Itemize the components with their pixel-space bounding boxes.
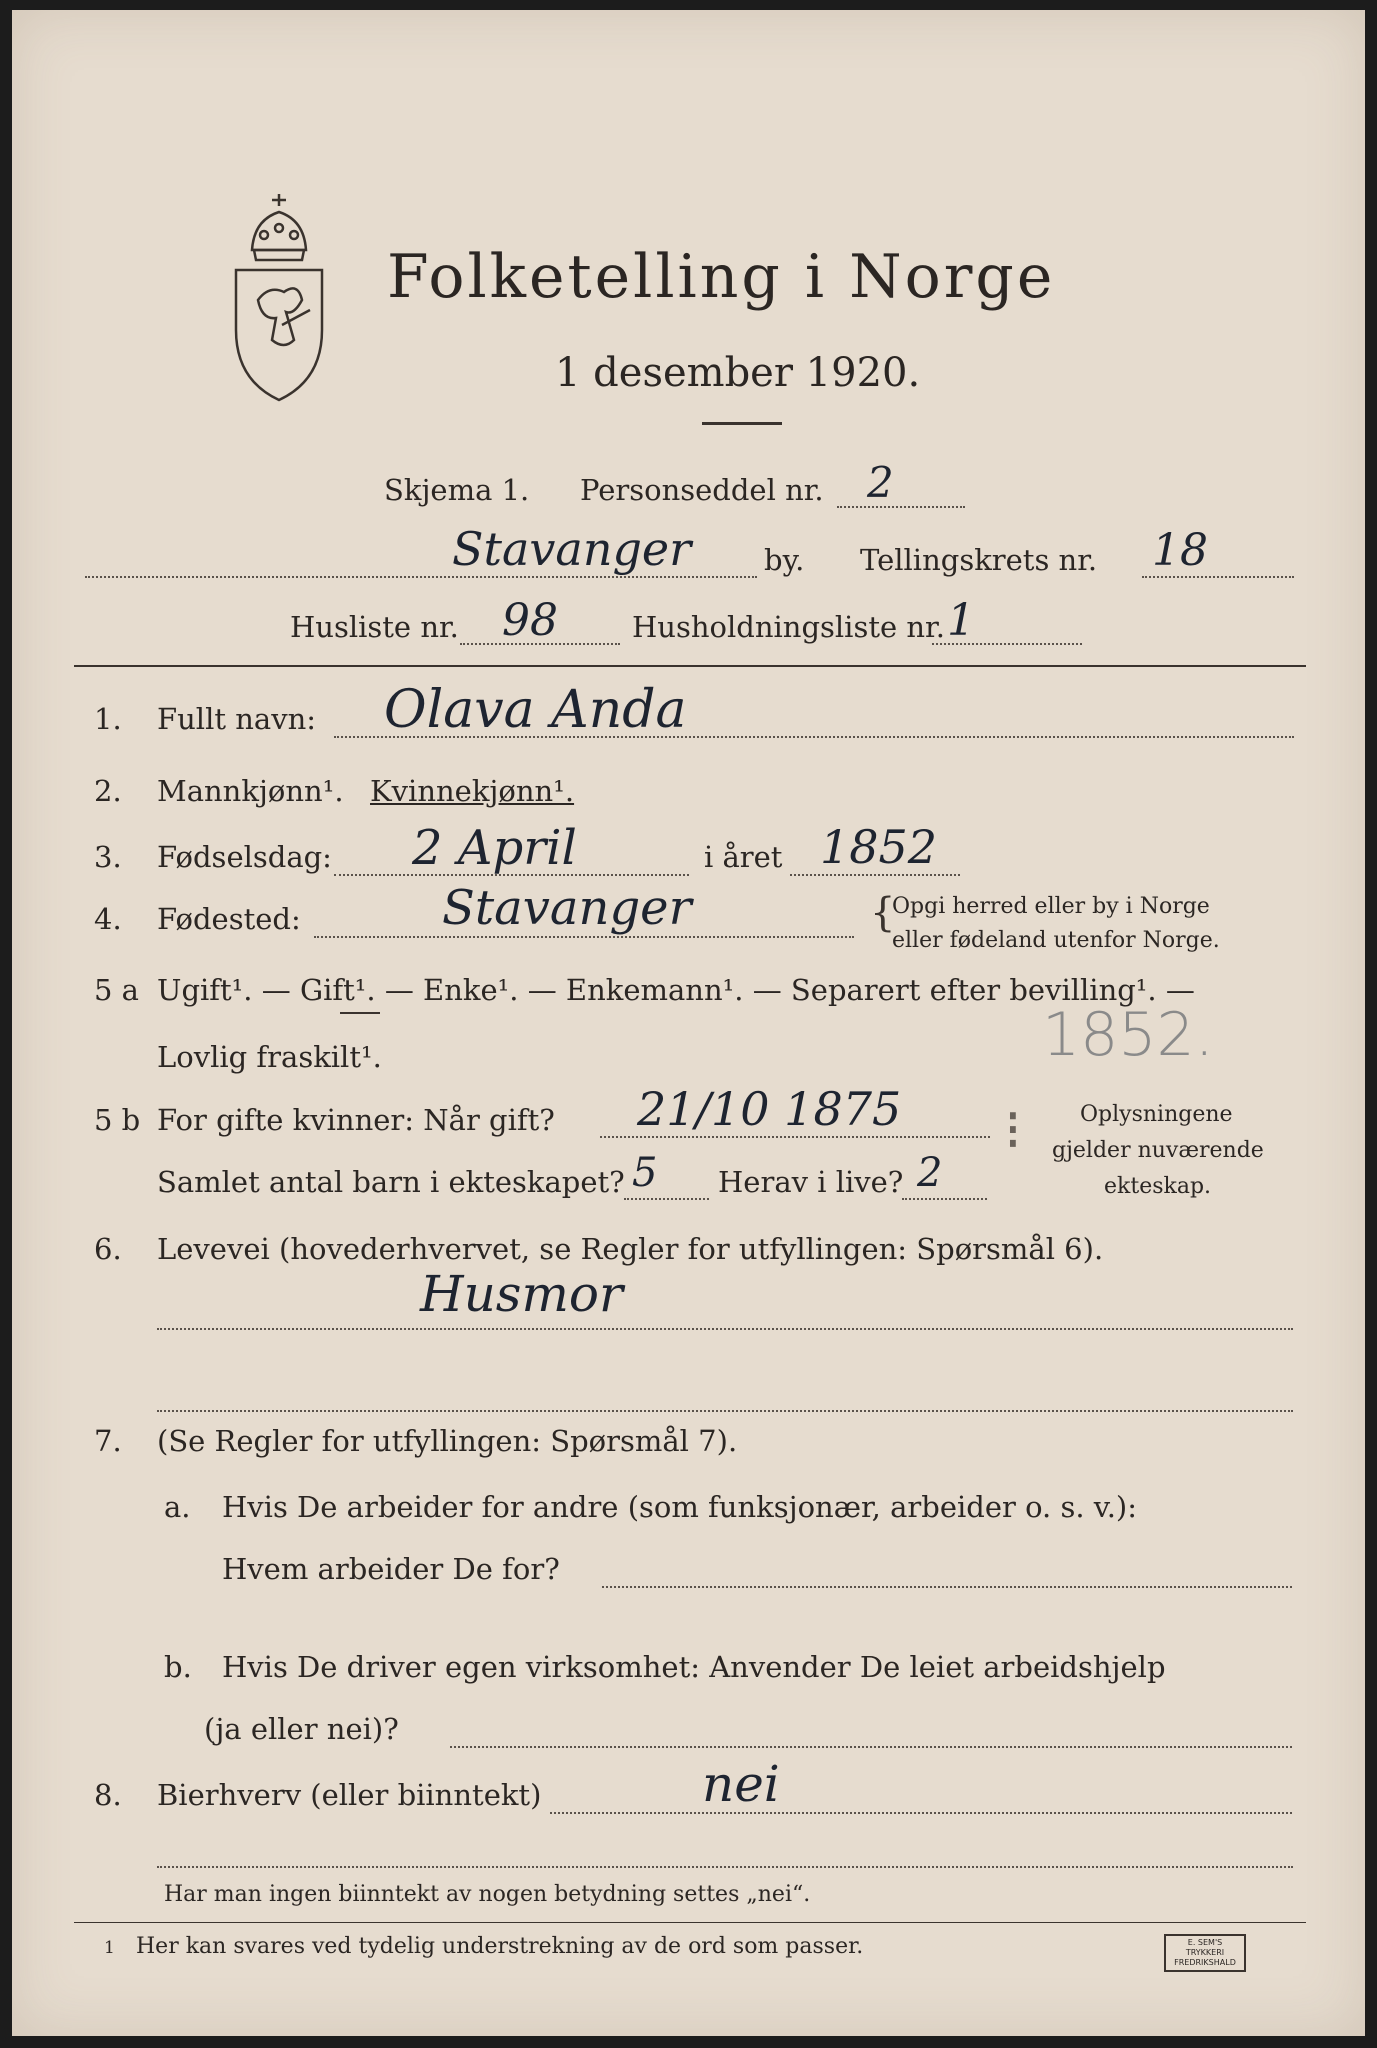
occupation-value[interactable]: Husmor [420,1265,623,1323]
alive-line [902,1198,987,1200]
coat-of-arms-icon [224,190,334,405]
title-separator [702,422,782,425]
gift-underline [340,1012,380,1014]
q3-label: Fødselsdag: [157,840,332,874]
personseddel-label: Personseddel nr. [580,473,824,507]
footnote-text: Her kan svares ved tydelig understrekning av de ord som passer. [136,1934,864,1959]
q7a-letter: a. [164,1490,191,1524]
birthplace-value[interactable]: Stavanger [442,880,692,936]
q5a-number: 5 a [94,973,139,1007]
gender-female-option[interactable]: Kvinnekjønn¹. [370,774,575,808]
q5b-note-line2: gjelder nuværende [1052,1138,1264,1163]
husholdning-label: Husholdningsliste nr. [632,610,945,644]
footnote-divider [74,1922,1306,1923]
census-form-page [12,10,1365,2036]
tellingskrets-value[interactable]: 18 [1152,525,1208,576]
census-date: 1 desember 1920. [555,350,921,396]
q7b-line1: Hvis De driver egen virksomhet: Anvender De leiet arbeidshjelp [222,1650,1166,1684]
birthplace-line [314,936,854,938]
alive-value[interactable]: 2 [917,1150,943,1196]
q4-number: 4. [94,902,122,936]
year-line [790,874,960,876]
q7a-line1: Hvis De arbeider for andre (som funksjonær, arbeider o. s. v.): [222,1490,1138,1524]
q4-note-line1: Opgi herred eller by i Norge [892,894,1210,919]
header-divider [74,665,1306,667]
side-income-value[interactable]: nei [702,1755,780,1813]
q5b-bracket: ⁝ [1004,1098,1022,1163]
by-label: by. [764,543,805,577]
q7b-letter: b. [164,1650,192,1684]
q7-label: (Se Regler for utfyllingen: Spørsmål 7). [157,1424,738,1458]
husholdning-value[interactable]: 1 [947,595,975,646]
children-value[interactable]: 5 [632,1150,658,1196]
personseddel-line [837,506,965,508]
birth-year-value[interactable]: 1852 [820,820,938,874]
form-title: Folketelling i Norge [387,242,1056,312]
year-label: i året [704,840,783,874]
q4-note-line2: eller fødeland utenfor Norge. [892,928,1220,953]
footnote-mark: 1 [104,1938,115,1958]
q6-number: 6. [94,1232,122,1266]
q6-label: Levevei (hovederhvervet, se Regler for utfyllingen: Spørsmål 6). [157,1232,1104,1266]
full-name-value[interactable]: Olava Anda [384,680,687,740]
occupation-line [157,1328,1293,1330]
q5b-note-line3: ekteskap. [1104,1174,1212,1199]
q5b-label: For gifte kvinner: Når gift? [157,1103,555,1137]
q5b-note-line1: Oplysningene [1080,1102,1233,1127]
q4-bracket: { [870,890,896,936]
tellingskrets-line [1142,576,1294,578]
side-income-line-2 [157,1866,1293,1868]
q7a-line2: Hvem arbeider De for? [222,1552,560,1586]
q4-label: Fødested: [157,902,301,936]
q7-number: 7. [94,1424,122,1458]
side-income-line [550,1812,1292,1814]
husliste-value[interactable]: 98 [502,595,558,646]
husliste-label: Husliste nr. [290,610,459,644]
q2-number: 2. [94,774,122,808]
children-line [624,1198,709,1200]
gender-male-option[interactable]: Mannkjønn¹. [157,774,344,808]
skjema-label: Skjema 1. [384,473,530,507]
q1-number: 1. [94,702,122,736]
q1-label: Fullt navn: [157,702,317,736]
q3-number: 3. [94,840,122,874]
birthday-value[interactable]: 2 April [412,820,577,876]
q5b-number: 5 b [94,1103,141,1137]
city-value[interactable]: Stavanger [452,522,692,576]
q8-number: 8. [94,1778,122,1812]
city-line [85,576,757,578]
pencil-annotation: 1852. [1042,1000,1214,1070]
personseddel-value[interactable]: 2 [867,458,894,507]
married-date-line [600,1136,990,1138]
q8-label: Bierhverv (eller biinntekt) [157,1778,542,1812]
divorced-option[interactable]: Lovlig fraskilt¹. [157,1040,382,1074]
occupation-line-2 [157,1410,1293,1412]
tellingskrets-label: Tellingskrets nr. [860,543,1098,577]
alive-label: Herav i live? [718,1165,904,1199]
hired-help-line[interactable] [450,1746,1292,1748]
employer-line[interactable] [602,1586,1292,1588]
married-date-value[interactable]: 21/10 1875 [637,1082,902,1136]
q7b-line2: (ja eller nei)? [204,1712,399,1746]
marital-status-options[interactable]: Ugift¹. — Gift¹. — Enke¹. — Enkemann¹. — Separert efter bevilling¹. — [157,973,1195,1007]
nei-note: Har man ingen biinntekt av nogen betydning settes „nei“. [164,1882,811,1907]
children-label: Samlet antal barn i ekteskapet? [157,1165,625,1199]
printer-stamp: E. SEM'S TRYKKERI FREDRIKSHALD [1164,1934,1246,1972]
